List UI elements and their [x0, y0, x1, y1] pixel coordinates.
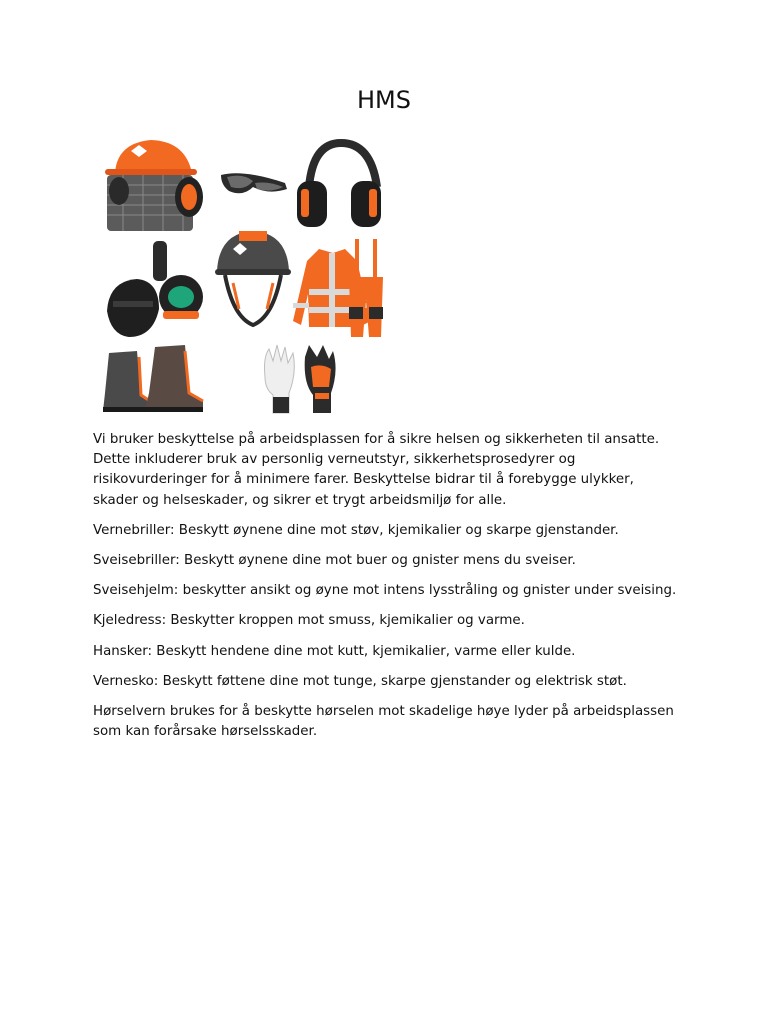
intro-paragraph: Vi bruker beskyttelse på arbeidsplassen for å sikre helsen og sikkerheten til ansatte. Dette inkluderer bruk av personlig verneutstyr, sikkerhetsprosedyrer og risikovurderinger for å minimere farer. Beskyttelse bidrar til å forebygge ulykker, skader og helseskader, og sikrer et trygt arbeidsmiljø for alle.: [93, 432, 660, 508]
paragraph-sveisebriller: Sveisebriller: Beskytt øynene dine mot buer og gnister mens du sveiser.: [93, 553, 576, 569]
paragraph-vernesko: Vernesko: Beskytt føttene dine mot tunge, skarpe gjenstander og elektrisk støt.: [93, 673, 627, 689]
ppe-equipment-image: [93, 131, 397, 418]
document-body: [93, 430, 678, 752]
paragraph-hansker: Hansker: Beskytt hendene dine mot kutt, kjemikalier, varme eller kulde.: [93, 643, 576, 659]
page-title: HMS: [357, 86, 411, 114]
paragraph-kjeledress: Kjeledress: Beskytter kroppen mot smuss, kjemikalier og varme.: [93, 613, 525, 629]
paragraph-horselvern: Hørselvern brukes for å beskytte hørselen mot skadelige høye lyder på arbeidsplassen som kan forårsake hørselsskader.: [93, 704, 674, 740]
paragraph-vernebriller: Vernebriller: Beskytt øynene dine mot støv, kjemikalier og skarpe gjenstander.: [93, 522, 619, 538]
paragraph-sveisehjelm: Sveisehjelm: beskytter ansikt og øyne mot intens lysstråling og gnister under sveising.: [93, 583, 677, 599]
